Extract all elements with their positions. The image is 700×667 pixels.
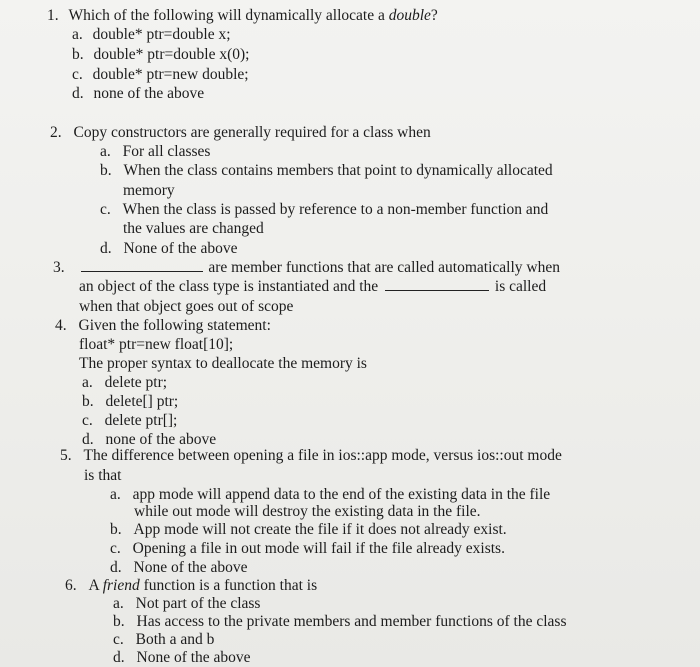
stem-text: an object of the class type is instantiated and the <box>79 278 379 295</box>
stem-text: function is a function that is <box>139 577 318 594</box>
option-text: double* ptr=double x; <box>92 26 231 43</box>
option-text: When the class is passed by reference to a non-member function and <box>122 201 549 218</box>
option-text: None of the above <box>123 240 238 257</box>
option-text: Has access to the private members and member functions of the class <box>136 613 567 630</box>
option-letter: c. <box>113 631 124 648</box>
question-number: 1. <box>47 7 59 24</box>
stem-text: The difference between opening a file in ios::app mode, versus ios::out mode <box>83 447 562 464</box>
question-3-line2 <box>79 277 546 296</box>
option-letter: c. <box>110 540 121 557</box>
option-letter: a. <box>110 486 121 503</box>
option-letter: b. <box>82 393 94 410</box>
option-b <box>100 161 553 180</box>
option-letter: b. <box>100 162 112 179</box>
option-letter: d. <box>100 240 112 257</box>
option-letter: c. <box>82 412 93 429</box>
question-number: 6. <box>65 577 77 594</box>
option-text: Not part of the class <box>135 595 261 612</box>
option-letter: d. <box>82 431 94 448</box>
question-number: 4. <box>55 317 67 334</box>
option-text: For all classes <box>122 143 211 160</box>
option-c <box>113 630 214 649</box>
stem-text: is called <box>494 278 547 295</box>
option-text: double* ptr=double x(0); <box>93 46 250 63</box>
question-number: 2. <box>50 124 62 141</box>
option-letter: c. <box>100 201 111 218</box>
option-letter: b. <box>72 46 84 63</box>
question-3-line1 <box>53 258 560 277</box>
option-text: none of the above <box>105 431 217 448</box>
option-c <box>110 539 505 558</box>
option-text: delete ptr; <box>104 374 168 391</box>
stem-text: ? <box>430 7 438 24</box>
option-text: none of the above <box>93 85 205 102</box>
option-letter: a. <box>100 143 111 160</box>
option-text: delete[] ptr; <box>105 393 179 410</box>
option-a <box>82 373 167 392</box>
option-d <box>100 239 238 258</box>
option-b <box>82 392 178 411</box>
option-text: double* ptr=new double; <box>92 66 249 83</box>
option-text-continued: the values are changed <box>123 220 264 237</box>
question-2-stem <box>50 123 431 142</box>
option-d <box>72 84 204 103</box>
option-letter: a. <box>72 26 83 43</box>
option-text: None of the above <box>133 559 248 576</box>
question-1-stem <box>47 6 438 25</box>
option-text: Opening a file in out mode will fail if the file already exists. <box>132 540 505 557</box>
code-statement: float* ptr=new float[10]; <box>79 336 234 353</box>
option-b <box>113 612 566 631</box>
stem-emphasis: friend <box>102 577 140 594</box>
option-letter: c. <box>72 66 83 83</box>
option-letter: a. <box>113 595 124 612</box>
stem-text: The proper syntax to deallocate the memory is <box>79 355 367 372</box>
option-b <box>110 520 507 539</box>
option-text: None of the above <box>136 649 251 666</box>
option-c <box>72 65 249 84</box>
option-text: delete ptr[]; <box>104 412 178 429</box>
option-c <box>100 200 548 219</box>
option-d <box>113 648 251 667</box>
option-d <box>110 558 248 577</box>
option-text: Both a and b <box>135 631 215 648</box>
stem-text: Which of the following will dynamically allocate a <box>68 7 389 24</box>
stem-text: are member functions that are called automatically when <box>208 259 560 276</box>
stem-text-continued: when that object goes out of scope <box>79 298 294 315</box>
option-text-continued: memory <box>123 182 175 199</box>
question-number: 5. <box>60 447 72 464</box>
fill-in-blank-1[interactable] <box>81 259 203 272</box>
option-text: App mode will not create the file if it does not already exist. <box>133 521 507 538</box>
option-a <box>100 142 210 161</box>
option-text: app mode will append data to the end of the existing data in the file <box>132 486 551 503</box>
option-letter: b. <box>110 521 122 538</box>
stem-text: A <box>88 577 103 594</box>
option-letter: d. <box>110 559 122 576</box>
option-c <box>82 411 177 430</box>
option-letter: a. <box>82 374 93 391</box>
stem-text: Copy constructors are generally required for a class when <box>73 124 431 141</box>
stem-emphasis: double <box>388 7 431 24</box>
option-letter: d. <box>72 85 84 102</box>
option-b <box>72 45 249 64</box>
option-a <box>72 25 231 44</box>
question-number: 3. <box>53 259 65 276</box>
stem-text-continued: is that <box>84 467 122 484</box>
question-5-stem <box>60 446 562 465</box>
question-6-stem <box>65 576 317 595</box>
option-letter: b. <box>113 613 125 630</box>
stem-text: Given the following statement: <box>78 317 271 334</box>
option-text: When the class contains members that point to dynamically allocated <box>123 162 553 179</box>
question-4-stem <box>55 316 271 335</box>
option-a <box>113 594 260 613</box>
fill-in-blank-2[interactable] <box>385 278 489 291</box>
option-letter: d. <box>113 649 125 666</box>
option-text-continued: while out mode will destroy the existing data in the file. <box>134 503 481 520</box>
